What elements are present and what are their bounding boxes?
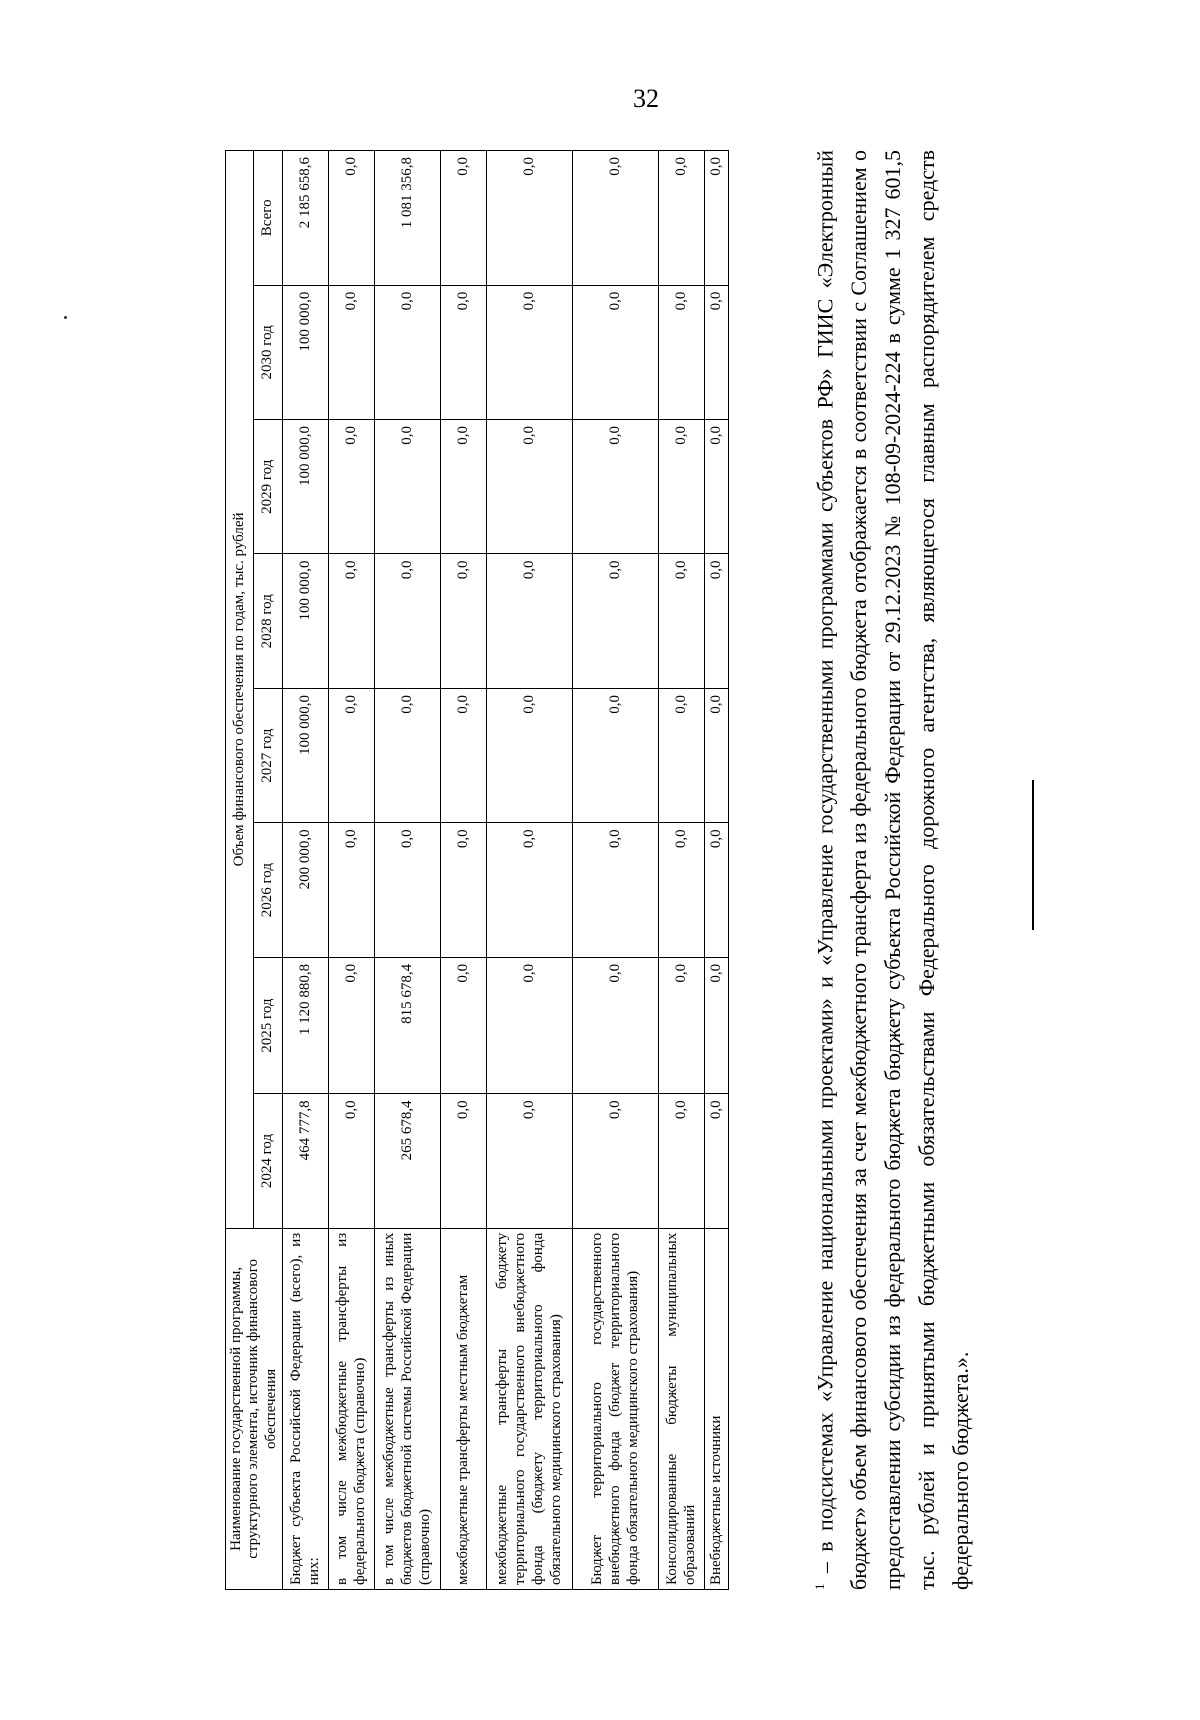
cell-value: 0,0 bbox=[486, 420, 572, 554]
scan-speck bbox=[64, 316, 67, 319]
table-body bbox=[282, 151, 728, 1590]
cell-value: 0,0 bbox=[572, 554, 658, 688]
cell-value: 0,0 bbox=[658, 823, 704, 957]
cell-value: 0,0 bbox=[486, 285, 572, 419]
cell-value: 0,0 bbox=[374, 285, 440, 419]
cell-value: 0,0 bbox=[704, 285, 728, 419]
table-row bbox=[572, 151, 658, 1590]
header-year: 2029 год bbox=[254, 420, 282, 554]
cell-value: 0,0 bbox=[704, 554, 728, 688]
cell-value: 0,0 bbox=[486, 957, 572, 1093]
header-name-column: Наименование государственной программы, структурного элемента, источник финансового обеспечения bbox=[226, 1228, 283, 1589]
cell-value: 0,0 bbox=[374, 688, 440, 822]
cell-value: 100 000,0 bbox=[282, 285, 328, 419]
row-label: Консолидированные бюджеты муниципальных образований bbox=[658, 1228, 704, 1589]
cell-value: 0,0 bbox=[440, 151, 486, 286]
cell-value: 0,0 bbox=[704, 823, 728, 957]
cell-value: 464 777,8 bbox=[282, 1094, 328, 1228]
row-label: межбюджетные трансферты бюджету территориального государственного внебюджетного фонда (бюджету территориального фонда обязательного медицинского страхования) bbox=[486, 1228, 572, 1589]
header-year: 2026 год bbox=[254, 823, 282, 957]
cell-value: 100 000,0 bbox=[282, 554, 328, 688]
cell-value: 0,0 bbox=[328, 420, 374, 554]
footnote-marker: 1 bbox=[812, 1583, 827, 1590]
header-group: Объем финансового обеспечения по годам, тыс. рублей bbox=[226, 151, 254, 1229]
financing-table bbox=[225, 150, 729, 1590]
cell-value: 0,0 bbox=[658, 151, 704, 286]
header-row-group bbox=[226, 151, 254, 1590]
cell-value: 0,0 bbox=[486, 151, 572, 286]
cell-value: 100 000,0 bbox=[282, 688, 328, 822]
cell-value: 0,0 bbox=[440, 957, 486, 1093]
table-row bbox=[374, 151, 440, 1590]
cell-value: 0,0 bbox=[486, 1094, 572, 1228]
cell-value: 200 000,0 bbox=[282, 823, 328, 957]
cell-value: 1 081 356,8 bbox=[374, 151, 440, 286]
cell-value: 0,0 bbox=[328, 957, 374, 1093]
cell-value: 0,0 bbox=[658, 420, 704, 554]
cell-value: 0,0 bbox=[572, 957, 658, 1093]
cell-value: 0,0 bbox=[704, 151, 728, 286]
cell-value: 815 678,4 bbox=[374, 957, 440, 1093]
header-year: 2030 год bbox=[254, 285, 282, 419]
cell-value: 0,0 bbox=[440, 823, 486, 957]
cell-value: 0,0 bbox=[572, 823, 658, 957]
footnote bbox=[803, 150, 978, 1590]
cell-value: 0,0 bbox=[486, 823, 572, 957]
cell-value: 2 185 658,6 bbox=[282, 151, 328, 286]
table-row bbox=[440, 151, 486, 1590]
cell-value: 0,0 bbox=[328, 1094, 374, 1228]
table-row bbox=[282, 151, 328, 1590]
row-label: Внебюджетные источники bbox=[704, 1228, 728, 1589]
cell-value: 0,0 bbox=[440, 285, 486, 419]
cell-value: 0,0 bbox=[658, 688, 704, 822]
table-row bbox=[486, 151, 572, 1590]
row-label: в том числе межбюджетные трансферты из иных бюджетов бюджетной системы Российской Федерации (справочно) bbox=[374, 1228, 440, 1589]
table-row bbox=[658, 151, 704, 1590]
row-label: Бюджет субъекта Российской Федерации (всего), из них: bbox=[282, 1228, 328, 1589]
cell-value: 0,0 bbox=[440, 1094, 486, 1228]
cell-value: 1 120 880,8 bbox=[282, 957, 328, 1093]
cell-value: 0,0 bbox=[704, 688, 728, 822]
cell-value: 0,0 bbox=[572, 285, 658, 419]
header-year: 2028 год bbox=[254, 554, 282, 688]
cell-value: 0,0 bbox=[374, 823, 440, 957]
row-label: Бюджет территориального государственного внебюджетного фонда (бюджет территориального фонда обязательного медицинского страхования) bbox=[572, 1228, 658, 1589]
cell-value: 0,0 bbox=[328, 554, 374, 688]
cell-value: 265 678,4 bbox=[374, 1094, 440, 1228]
cell-value: 0,0 bbox=[374, 420, 440, 554]
cell-value: 0,0 bbox=[572, 151, 658, 286]
cell-value: 0,0 bbox=[328, 285, 374, 419]
cell-value: 0,0 bbox=[486, 554, 572, 688]
cell-value: 0,0 bbox=[572, 1094, 658, 1228]
cell-value: 100 000,0 bbox=[282, 420, 328, 554]
cell-value: 0,0 bbox=[328, 823, 374, 957]
cell-value: 0,0 bbox=[328, 151, 374, 286]
cell-value: 0,0 bbox=[572, 688, 658, 822]
footnote-separator bbox=[1032, 780, 1034, 930]
cell-value: 0,0 bbox=[704, 420, 728, 554]
rotated-content bbox=[225, 150, 985, 1590]
header-year: 2024 год bbox=[254, 1094, 282, 1228]
cell-value: 0,0 bbox=[704, 957, 728, 1093]
header-year: 2025 год bbox=[254, 957, 282, 1093]
cell-value: 0,0 bbox=[658, 285, 704, 419]
cell-value: 0,0 bbox=[572, 420, 658, 554]
cell-value: 0,0 bbox=[374, 554, 440, 688]
cell-value: 0,0 bbox=[486, 688, 572, 822]
cell-value: 0,0 bbox=[440, 420, 486, 554]
header-year: 2027 год bbox=[254, 688, 282, 822]
footnote-text: – в подсистемах «Управление национальными проектами» и «Управление государственными программами субъектов РФ» ГИИС «Электронный бюджет» объем финансового обеспечения за счет межбюджетного трансферта из федерального бюджета отображается в соответствии с Соглашением о предоставлении субсидии из федерального бюджета бюджету субъекта Российской Федерации от 29.12.2023 № 108-09-2024-224 в сумме 1 327 601,5 тыс. рублей и принятыми бюджетными обязательствами Федерального дорожного агентства, являющегося главным распорядителем средств федерального бюджета.». bbox=[812, 150, 974, 1590]
table-row bbox=[704, 151, 728, 1590]
cell-value: 0,0 bbox=[440, 688, 486, 822]
row-label: межбюджетные трансферты местным бюджетам bbox=[440, 1228, 486, 1589]
header-year: Всего bbox=[254, 151, 282, 286]
cell-value: 0,0 bbox=[658, 1094, 704, 1228]
row-label: в том числе межбюджетные трансферты из федерального бюджета (справочно) bbox=[328, 1228, 374, 1589]
cell-value: 0,0 bbox=[704, 1094, 728, 1228]
cell-value: 0,0 bbox=[440, 554, 486, 688]
cell-value: 0,0 bbox=[658, 554, 704, 688]
table-row bbox=[328, 151, 374, 1590]
cell-value: 0,0 bbox=[328, 688, 374, 822]
page-number: 32 bbox=[633, 84, 659, 113]
cell-value: 0,0 bbox=[658, 957, 704, 1093]
